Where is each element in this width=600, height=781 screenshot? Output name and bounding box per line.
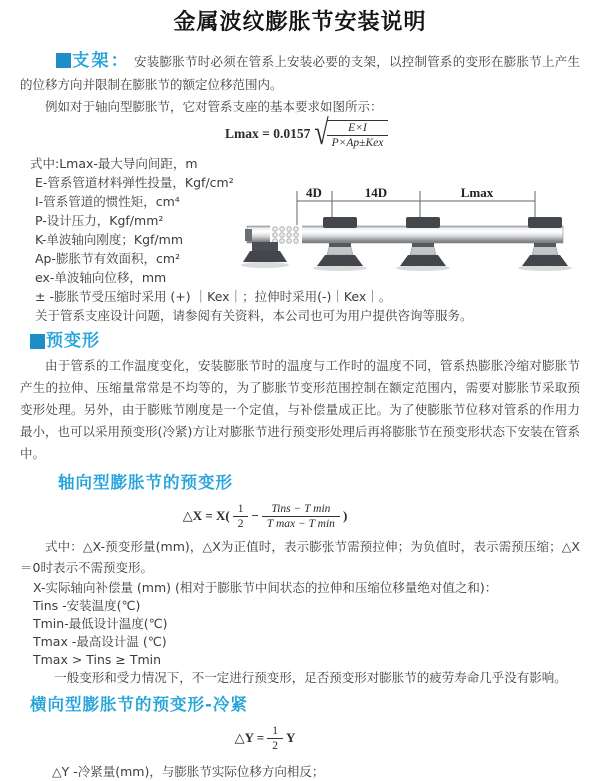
half-fraction-denominator: 2 [272, 739, 278, 752]
bellows-icon [270, 225, 302, 244]
definition-line: I-管系管道的惯性矩，cm⁴ [35, 194, 180, 209]
variable-line: Tins -安装温度(℃) [33, 598, 141, 613]
lmax-formula [225, 112, 600, 152]
lateral-note-line: △Y -冷紧量(mm)，与膨胀节实际位移方向相反； [52, 764, 325, 779]
variable-line: 一般变形和受力情况下，不一定进行预变形，足否预变形对膨胀节的疲劳寿命几乎没有影响。 [54, 670, 567, 685]
symbol-definition-list [20, 154, 580, 325]
axial-preform-formula [0, 499, 530, 533]
pipe-support-diagram [243, 184, 600, 284]
half-fraction-denominator: 2 [237, 517, 244, 530]
definition-line: 式中:Lmax-最大导向间距，m [30, 156, 198, 171]
dimension-label-lmax: Lmax [460, 185, 494, 200]
dimension-label-14d: 14D [364, 185, 388, 200]
preform-section-heading [20, 331, 580, 351]
lateral-preform-formula [0, 721, 530, 755]
lmax-fraction [327, 122, 389, 149]
axial-explanation-paragraph: 式中：△X-预变形量(mm)，△X为正值时，表示膨张节需预拉伸；为负值时，表示需预压缩；△X＝0时表示不需预变形。 [20, 539, 580, 575]
pipe-support [241, 242, 289, 268]
preform-paragraph: 由于管系的工作温度变化，安装膨胀节时的温度与工作时的温度不同，管系热膨胀冷缩对膨胀节产生的拉伸、压缩量常常是不均等的，为了膨胀节变形范围控制在额定范围内，需要对膨胀节采取预变形处理。另外，由于膨账节刚度是一个定值，与补偿量成正比。为了使膨胀节位移对管系的作用力最小，也可以采用预变形(冷紧)方让对膨胀节进行预变形处理后再将膨胀节在预变形状态下安装在管系中。 [20, 358, 580, 461]
definition-line: Ap-膨胀节有效面积，cm² [35, 251, 181, 266]
section-square-icon [56, 53, 71, 68]
lmax-fraction-denominator: P×Ap±Kex [331, 136, 384, 149]
lateral-formula-rhs: Y [285, 730, 296, 745]
preform-heading-text: 预变形 [46, 331, 100, 351]
lateral-subsection-heading: 横向型膨胀节的预变形-冷紧 [30, 695, 248, 714]
section-square-icon [30, 334, 45, 349]
support-section-heading: 支架： [72, 51, 130, 71]
definition-line: P-设计压力，Kgf/mm² [35, 213, 164, 228]
temperature-fraction [262, 503, 340, 530]
lateral-formula-lhs: △Y = [234, 730, 265, 745]
definition-line: ex-单波轴向位移，mm [35, 270, 167, 285]
pipe-support [518, 217, 572, 271]
half-fraction-numerator: 1 [233, 503, 249, 517]
minus-sign: − [251, 508, 259, 523]
page-title: 金属波纹膨胀节安装说明 [173, 10, 427, 35]
temperature-fraction-numerator: Tins − T min [262, 503, 340, 517]
pipe-end-cap [245, 229, 252, 241]
definition-line: E-管系管道材料弹性投量，Kgf/cm² [35, 175, 234, 190]
variable-line: Tmax -最高设计温 (℃) [33, 634, 167, 649]
axial-subsection-heading: 轴向型膨胀节的预变形 [58, 473, 233, 492]
half-fraction [267, 725, 283, 752]
definition-line: 关于管系支座设计问题，请参阅有关资料，本公司也可为用户提供咨询等服务。 [35, 308, 473, 323]
lmax-formula-lhs: Lmax = 0.0157 [225, 126, 311, 141]
half-fraction-numerator: 1 [267, 725, 283, 739]
temperature-fraction-denominator: T max − T min [266, 517, 335, 530]
axial-variable-list [33, 579, 580, 687]
axial-formula-close-paren: ) [342, 508, 348, 523]
variable-line: X-实际轴向补偿量 (mm) (相对于膨胀节中间状态的拉伸和压缩位移量绝对值之和)： [33, 580, 498, 595]
support-paragraph [20, 50, 580, 96]
support-example-line: 例如对于轴向型膨胀节，它对管系支座的基本要求如图所示： [45, 99, 383, 114]
pipe-support [396, 217, 450, 271]
axial-formula-lhs: △X = X( [182, 508, 230, 523]
half-fraction [233, 503, 249, 530]
definition-line: K-单波轴向刚度；Kgf/mm [35, 232, 183, 247]
support-intro-text: 安装膨胀节时必须在管系上安装必要的支架，以控制管系的变形在膨胀节上产生的位移方向并限制在膨胀节的额定位移范围内。 [20, 54, 580, 92]
sqrt-radical-glyph: √ [314, 112, 329, 152]
definition-line: ± -膨胀节受压缩时采用 (+) ｜Kex｜；拉伸时采用(-)｜Kex｜。 [35, 289, 392, 304]
variable-line: Tmax > Tins ≥ Tmin [33, 652, 162, 667]
dimension-label-4d: 4D [306, 185, 322, 200]
lmax-fraction-numerator: E×I [327, 122, 389, 136]
variable-line: Tmin-最低设计温度(℃) [33, 616, 168, 631]
sqrt-expression [314, 112, 388, 152]
pipe-support [313, 217, 367, 271]
sqrt-radicand [327, 120, 389, 149]
